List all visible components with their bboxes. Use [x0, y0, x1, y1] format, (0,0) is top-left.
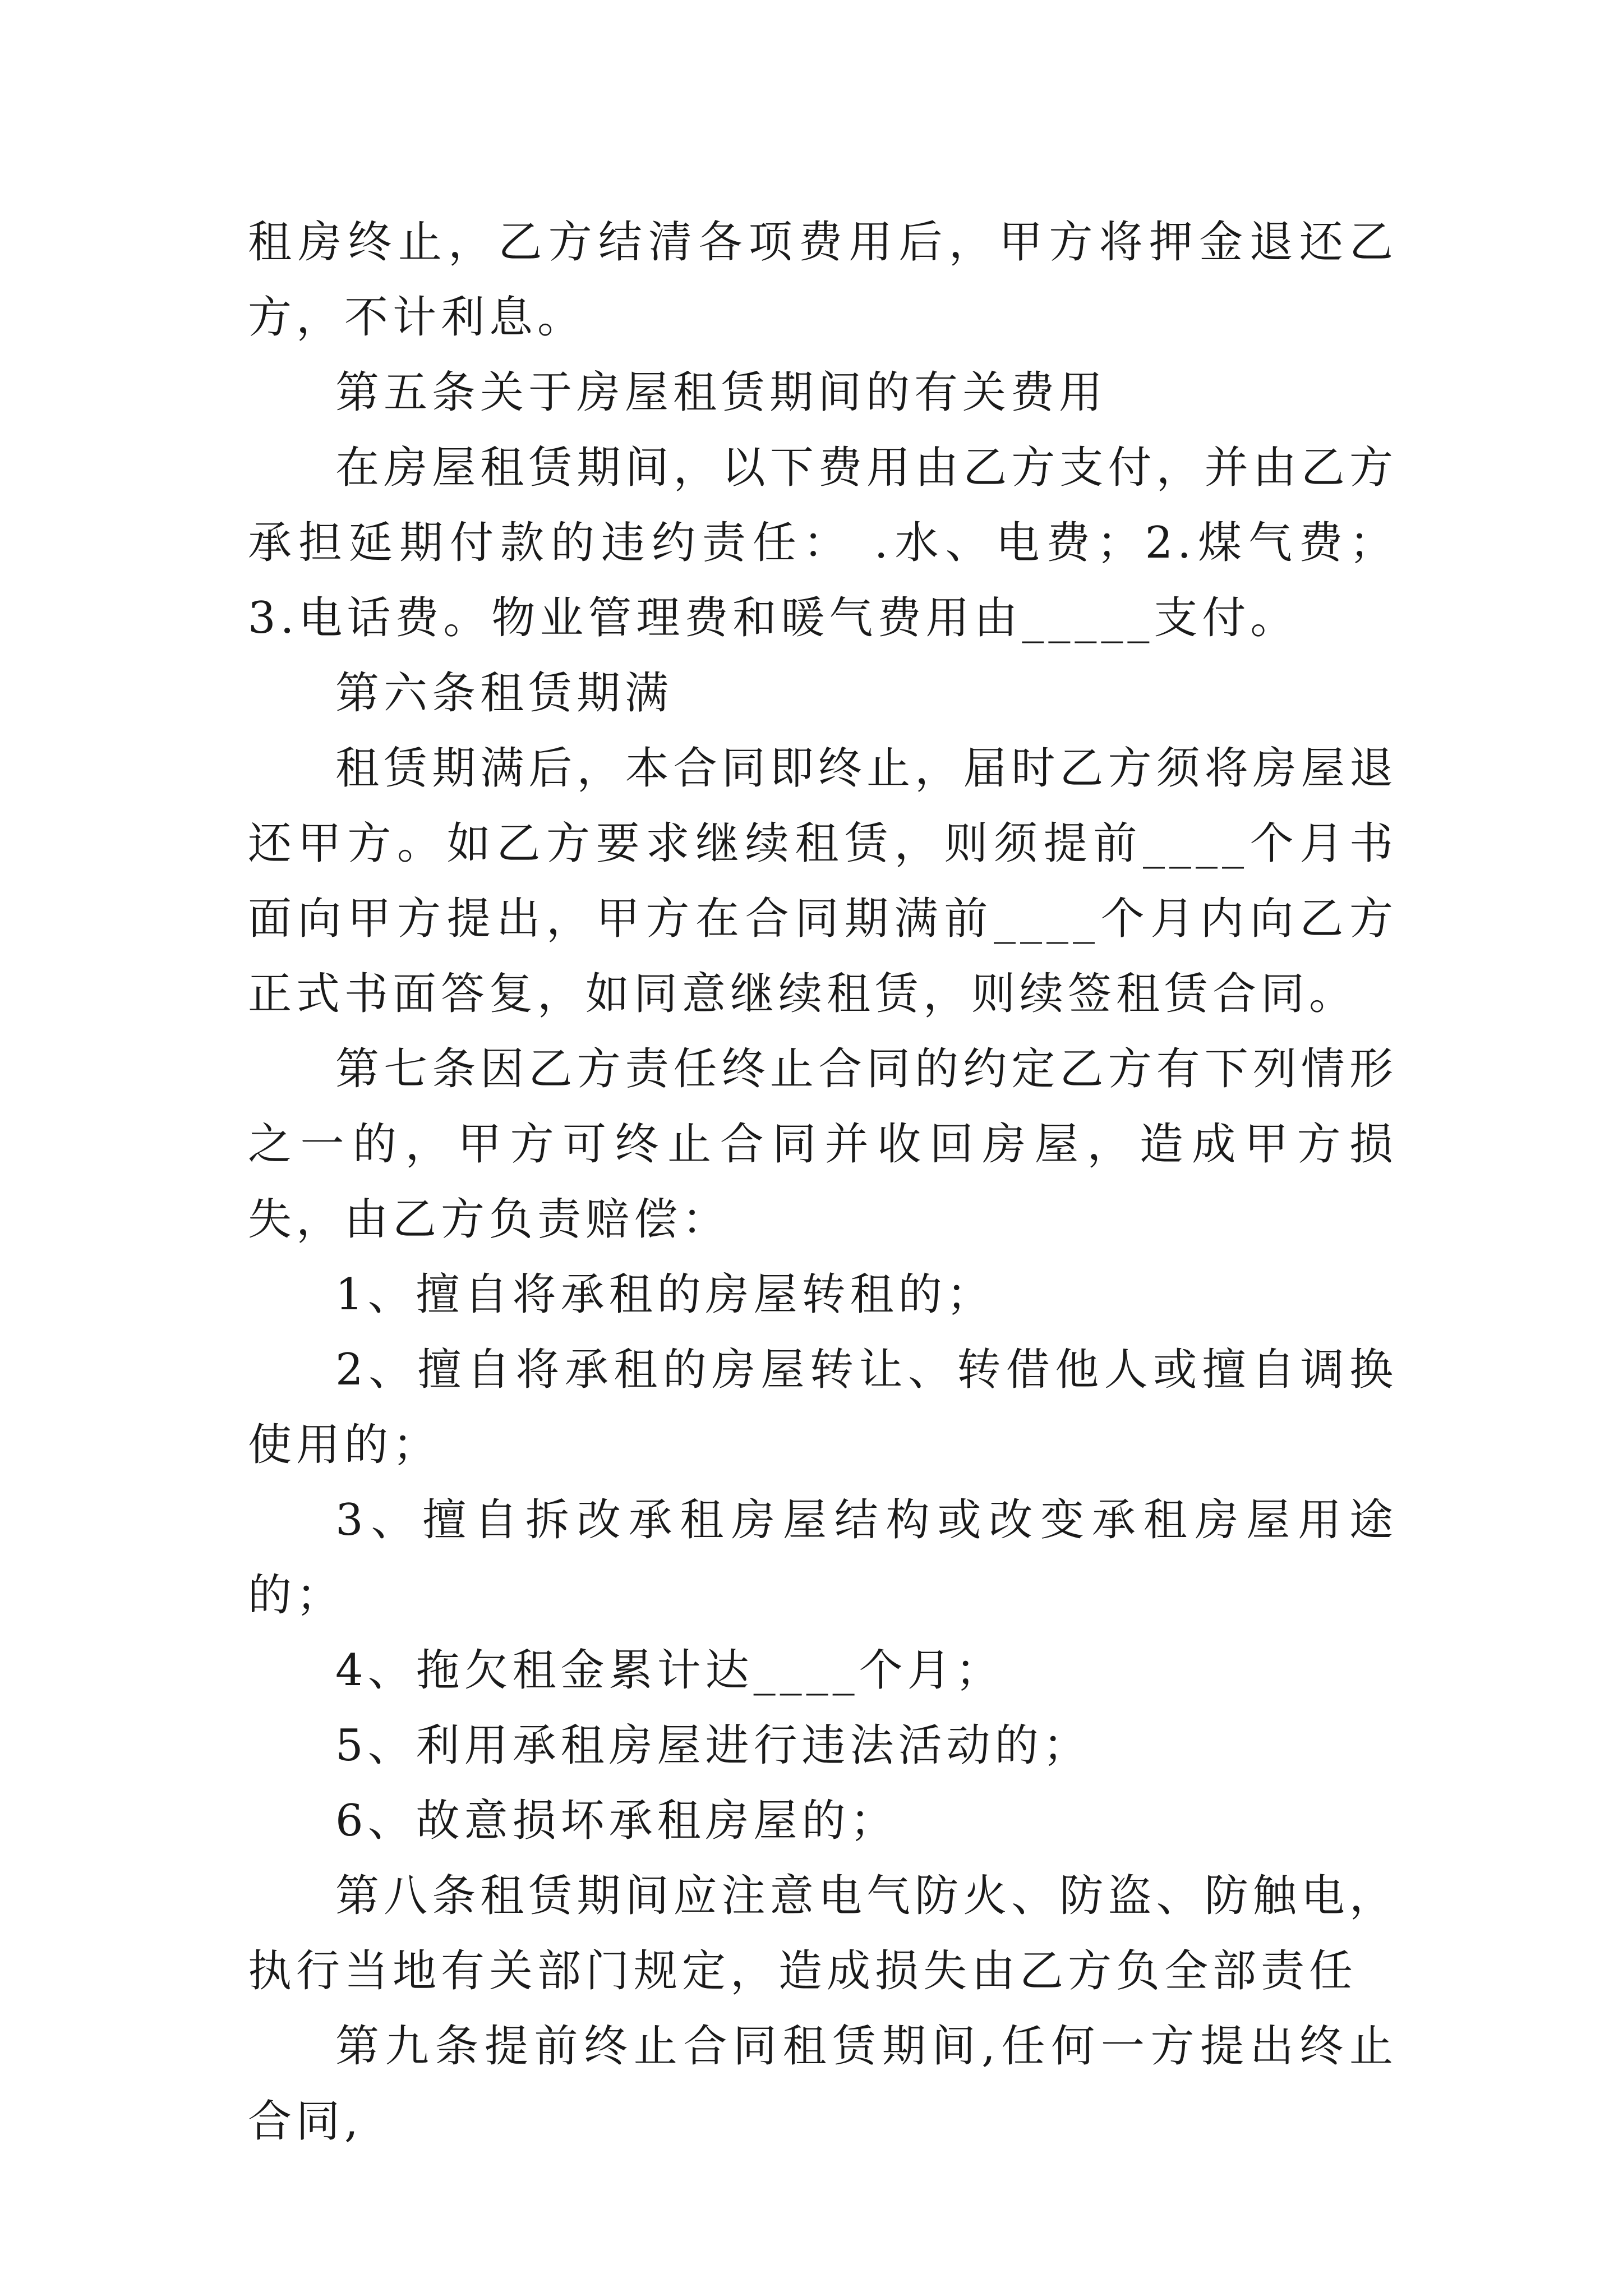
paragraph-article-9: 第九条提前终止合同租赁期间,任何一方提出终止合同, — [248, 2021, 1398, 2147]
list-item-1: 1、擅自将承租的房屋转租的； — [335, 1269, 995, 1320]
paragraph-deposit-refund: 租房终止，乙方结清各项费用后，甲方将押金退还乙方，不计利息。 — [248, 217, 1398, 343]
list-item-2: 2、擅自将承租的房屋转让、转借他人或擅自调换使用的； — [248, 1345, 1398, 1470]
document-body — [248, 205, 1398, 2159]
paragraph-article-7: 第七条因乙方责任终止合同的约定乙方有下列情形之一的，甲方可终止合同并收回房屋，造成甲方损失，由乙方负责赔偿： — [248, 1044, 1398, 1245]
list-item-3: 3、擅自拆改承租房屋结构或改变承租房屋用途的； — [248, 1495, 1398, 1621]
heading-article-5: 第五条关于房屋租赁期间的有关费用 — [335, 367, 1108, 418]
list-item-6: 6、故意损坏承租房屋的； — [335, 1796, 898, 1846]
list-item-5: 5、利用承租房屋进行违法活动的； — [335, 1720, 1091, 1771]
list-item-4: 4、拖欠租金累计达____个月； — [335, 1645, 1004, 1696]
paragraph-article-8: 第八条租赁期间应注意电气防火、防盗、防触电，执行当地有关部门规定，造成损失由乙方负全部责任 — [248, 1871, 1398, 1996]
heading-article-6: 第六条租赁期满 — [335, 668, 674, 719]
paragraph-article-5-fees: 在房屋租赁期间，以下费用由乙方支付，并由乙方承担延期付款的违约责任： .水、电费；2.煤气费；3.电话费。物业管理费和暖气费用由_____支付。 — [248, 443, 1398, 643]
paragraph-article-6-expiry: 租赁期满后，本合同即终止，届时乙方须将房屋退还甲方。如乙方要求继续租赁，则须提前____个月书面向甲方提出，甲方在合同期满前____个月内向乙方正式书面答复，如同意继续租赁，则续签租赁合同。 — [248, 743, 1398, 1019]
